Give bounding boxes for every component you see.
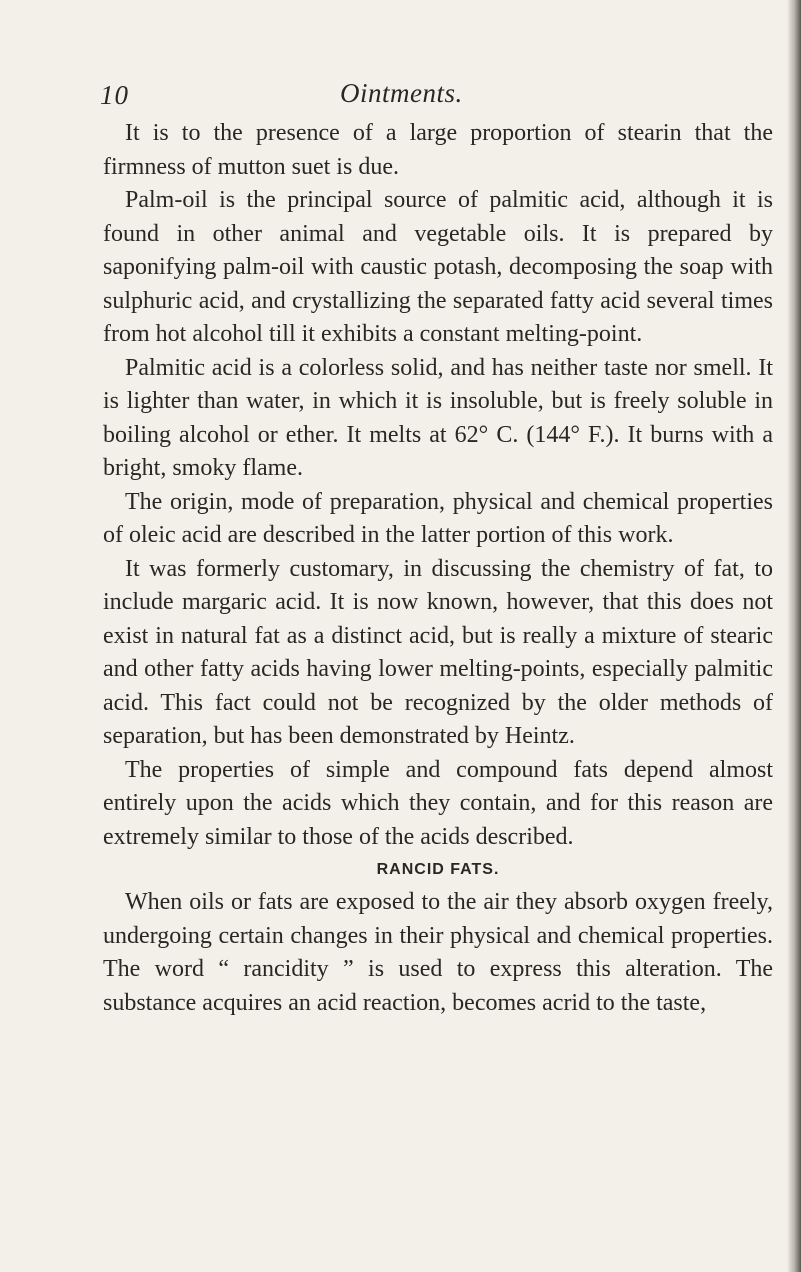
paragraph-palm-oil: Palm-oil is the principal source of palmitic acid, although it is found in other animal and vegetable oils. It is prepared by saponifying palm-oil with caustic potash, decomposing the soap with sulphuric acid, and crystallizing the separated fatty acid several times from hot alcohol till it exhibits a constant melting-point.	[103, 187, 773, 347]
paragraph-margaric-acid: It was formerly customary, in discussing the chemistry of fat, to include margaric acid. It is now known, however, that this does not exist in natural fat as a distinct acid, but is really a mixture of stearic and other fatty acids having lower melting-points, especially palmitic acid. This fact could not be recognized by the older methods of separation, but has been demonstrated by Heintz.	[103, 555, 773, 749]
page-number: 10	[100, 80, 129, 110]
paragraph-fat-properties: The properties of simple and compound fats depend almost entirely upon the acids which they contain, and for this reason are extremely similar to those of the acids described.	[103, 756, 773, 850]
paragraph-palmitic-acid: Palmitic acid is a colorless solid, and has neither taste nor smell. It is lighter than water, in which it is insoluble, but is freely soluble in boiling alcohol or ether. It melts at 62° C. (144° F.). It burns with a bright, smoky flame.	[103, 354, 773, 481]
page-edge-shadow	[787, 0, 801, 1272]
body-text	[103, 117, 773, 1020]
paragraph-rancidity: When oils or fats are exposed to the air they absorb oxygen freely, undergoing certain changes in their physical and chemical properties. The word “ rancidity ” is used to express this alteration. The substance acquires an acid reaction, becomes acrid to the taste,	[103, 889, 773, 1016]
paragraph-stearin: It is to the presence of a large proportion of stearin that the firmness of mutton suet is due.	[103, 120, 773, 180]
paragraph-oleic-acid: The origin, mode of preparation, physical and chemical properties of oleic acid are described in the latter portion of this work.	[103, 488, 773, 548]
running-head: Ointments.	[340, 78, 463, 108]
section-heading: RANCID FATS.	[376, 861, 500, 878]
page-header	[0, 78, 801, 118]
